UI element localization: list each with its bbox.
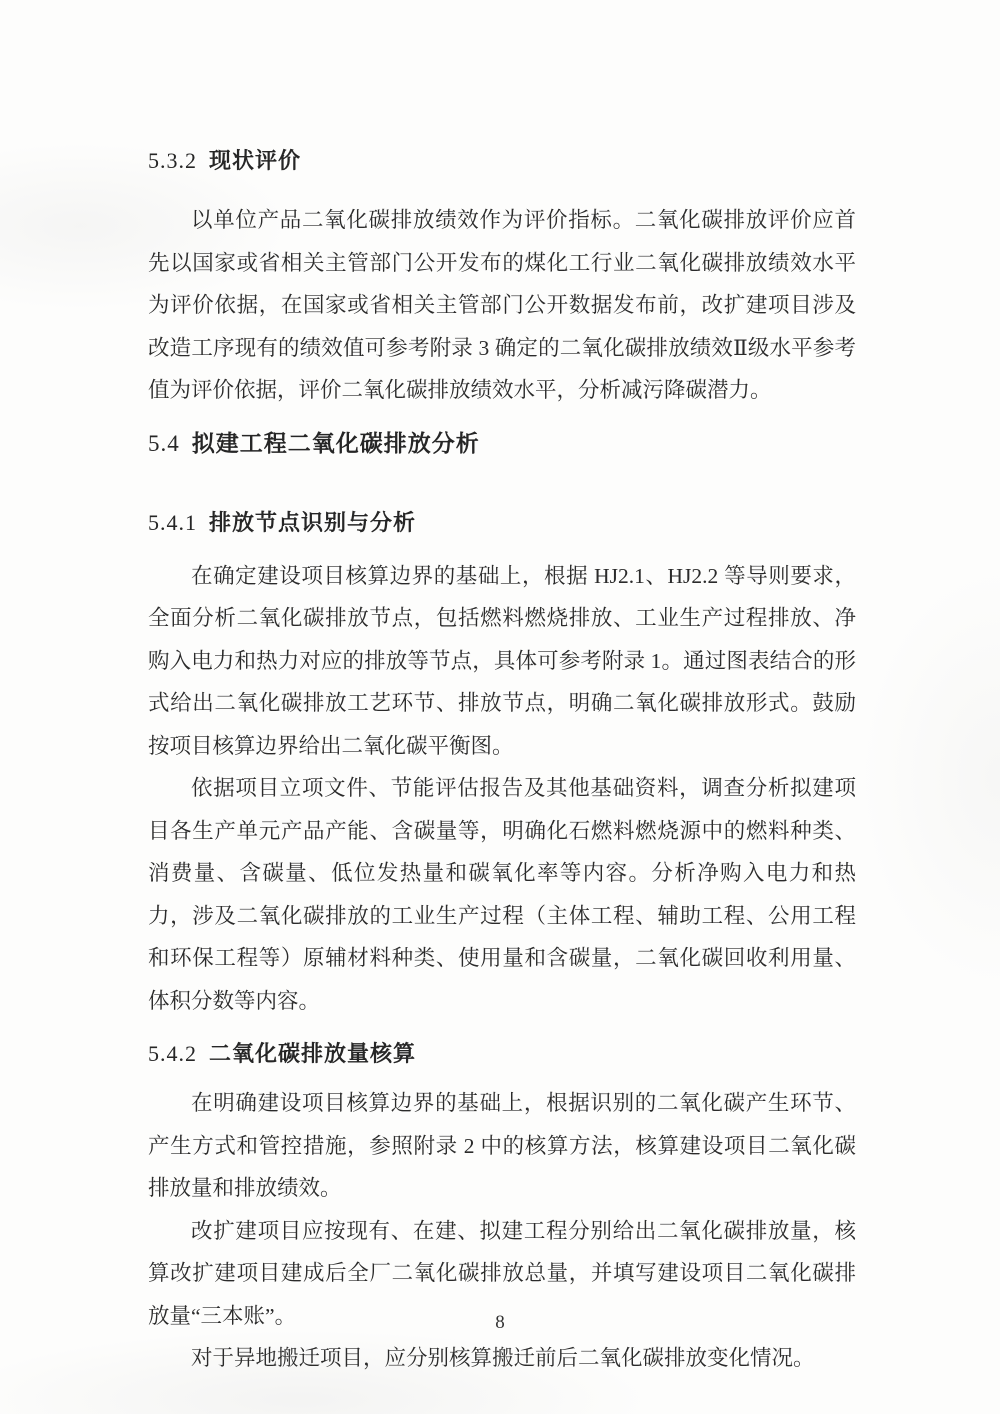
page-number: 8 [495,1312,505,1333]
paragraph-relocation-projects: 对于异地搬迁项目，应分别核算搬迁前后二氧化碳排放变化情况。 [191,1346,815,1370]
section-heading-5-4-2 [148,1038,856,1070]
section-heading-5-3-2 [148,145,856,177]
heading-number: 5.4 [148,430,180,456]
heading-title: 拟建工程二氧化碳排放分析 [191,429,480,456]
paragraph-accounting-method: 在明确建设项目核算边界的基础上，根据识别的二氧化碳产生环节、产生方式和管控措施，参照附录 2 中的核算方法，核算建设项目二氧化碳排放量和排放绩效。 [148,1091,856,1200]
section-heading-5-4 [148,426,856,461]
heading-number: 5.4.1 [148,509,197,535]
heading-title: 现状评价 [209,148,302,173]
heading-number: 5.3.2 [148,148,197,173]
heading-title: 排放节点识别与分析 [209,509,417,535]
heading-number: 5.4.2 [148,1041,197,1066]
paragraph-project-data: 依据项目立项文件、节能评估报告及其他基础资料，调查分析拟建项目各生产单元产品产能、含碳量等，明确化石燃料燃烧源中的燃料种类、消费量、含碳量、低位发热量和碳氧化率等内容。分析净购入电力和热力，涉及二氧化碳排放的工业生产过程（主体工程、辅助工程、公用工程和环保工程等）原辅材料种类、使用量和含碳量，二氧化碳回收利用量、体积分数等内容。 [148,776,856,1013]
page-content [148,145,856,1380]
paragraph-emission-nodes: 在确定建设项目核算边界的基础上，根据 HJ2.1、HJ2.2 等导则要求，全面分析二氧化碳排放节点，包括燃料燃烧排放、工业生产过程排放、净购入电力和热力对应的排放等节点，具体可参考附录 1。通过图表结合的形式给出二氧化碳排放工艺环节、排放节点，明确二氧化碳排放形式。鼓励按项目核算边界给出二氧化碳平衡图。 [148,563,856,758]
paragraph-expansion-projects: 改扩建项目应按现有、在建、拟建工程分别给出二氧化碳排放量，核算改扩建项目建成后全厂二氧化碳排放总量，并填写建设项目二氧化碳排放量“三本账”。 [148,1218,856,1328]
section-heading-5-4-1 [148,507,856,539]
paragraph-evaluation-indicator: 以单位产品二氧化碳排放绩效作为评价指标。二氧化碳排放评价应首先以国家或省相关主管部门公开发布的煤化工行业二氧化碳排放绩效水平为评价依据，在国家或省相关主管部门公开数据发布前，改扩建项目涉及改造工序现有的绩效值可参考附录 3 确定的二氧化碳排放绩效Ⅱ级水平参考值为评价依据，评价二氧化碳排放绩效水平，分析减污降碳潜力。 [148,208,856,402]
heading-title: 二氧化碳排放量核算 [209,1041,417,1066]
page-footer [0,1312,1000,1334]
